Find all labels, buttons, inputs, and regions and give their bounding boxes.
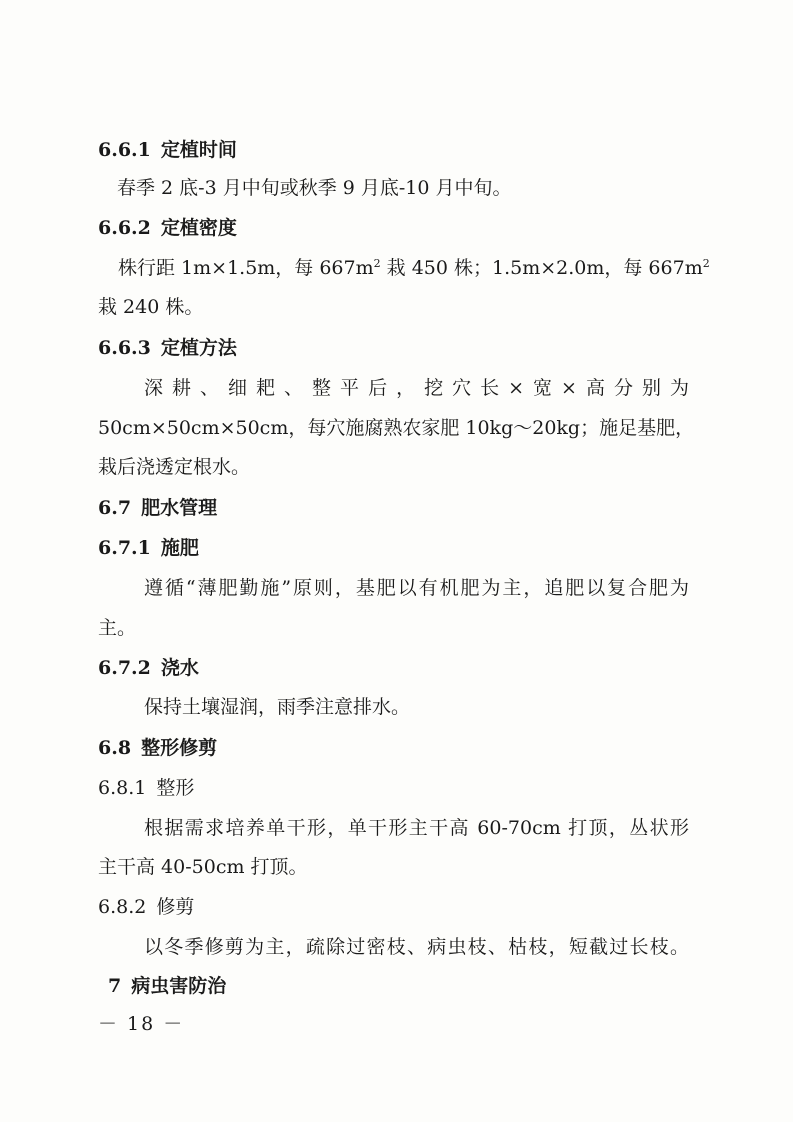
text-run: 株行距 1m×1.5m，每 667m (118, 257, 374, 279)
heading-7 (108, 974, 226, 998)
paragraph-fertilize-line1: 遵循“薄肥勤施”原则，基肥以有机肥为主，追肥以复合肥为 (144, 577, 689, 599)
section-title: 定植方法 (160, 337, 237, 359)
heading-6-8 (98, 736, 217, 760)
section-number: 6.7.1 (98, 537, 151, 559)
heading-6-7-2 (98, 656, 199, 680)
heading-6-8-2 (98, 895, 194, 919)
heading-6-8-1 (98, 776, 194, 800)
section-number: 6.6.2 (98, 217, 151, 239)
page-number: － 18 － (98, 1013, 185, 1035)
section-number: 6.7.2 (98, 657, 151, 679)
section-number: 6.8.1 (98, 777, 147, 799)
text-run: 栽 450 株；1.5m×2.0m，每 667m (380, 257, 703, 279)
section-title: 整形 (156, 777, 195, 799)
paragraph-density-line2: 栽 240 株。 (98, 296, 204, 318)
paragraph-watering: 保持土壤湿润，雨季注意排水。 (144, 696, 411, 718)
paragraph-density-line1 (118, 256, 708, 280)
paragraph-fertilize-line2: 主。 (98, 617, 137, 639)
section-title: 定植密度 (160, 217, 237, 239)
superscript: 2 (373, 257, 381, 270)
heading-6-6-1 (98, 138, 237, 162)
section-number: 6.6.3 (98, 337, 151, 359)
section-title: 浇水 (160, 657, 199, 679)
heading-6-6-2 (98, 216, 237, 240)
heading-6-6-3 (98, 336, 237, 360)
section-number: 6.6.1 (98, 139, 151, 161)
section-title: 病虫害防治 (131, 975, 227, 997)
section-title: 肥水管理 (141, 497, 218, 519)
section-number: 6.7 (98, 497, 132, 519)
paragraph-planting-time: 春季 2 底-3 月中旬或秋季 9 月底-10 月中旬。 (117, 177, 512, 199)
section-title: 施肥 (160, 537, 199, 559)
section-title: 定植时间 (160, 139, 237, 161)
paragraph-method-line3: 栽后浇透定根水。 (98, 456, 251, 478)
paragraph-shaping-line1: 根据需求培养单干形，单干形主干高 60-70cm 打顶，丛状形 (144, 817, 689, 839)
superscript: 2 (702, 257, 710, 270)
section-number: 6.8.2 (98, 896, 147, 918)
heading-6-7-1 (98, 536, 199, 560)
paragraph-pruning: 以冬季修剪为主，疏除过密枝、病虫枝、枯枝，短截过长枝。 (144, 936, 689, 958)
section-title: 修剪 (156, 896, 195, 918)
heading-6-7 (98, 496, 217, 520)
paragraph-method-line2: 50cm×50cm×50cm，每穴施腐熟农家肥 10kg～20kg；施足基肥， (98, 417, 695, 439)
section-number: 7 (108, 975, 122, 997)
paragraph-shaping-line2: 主干高 40-50cm 打顶。 (98, 856, 308, 878)
paragraph-method-line1: 深耕、细耙、整平后，挖穴长×宽×高分别为 (144, 377, 689, 399)
section-number: 6.8 (98, 737, 132, 759)
section-title: 整形修剪 (141, 737, 218, 759)
